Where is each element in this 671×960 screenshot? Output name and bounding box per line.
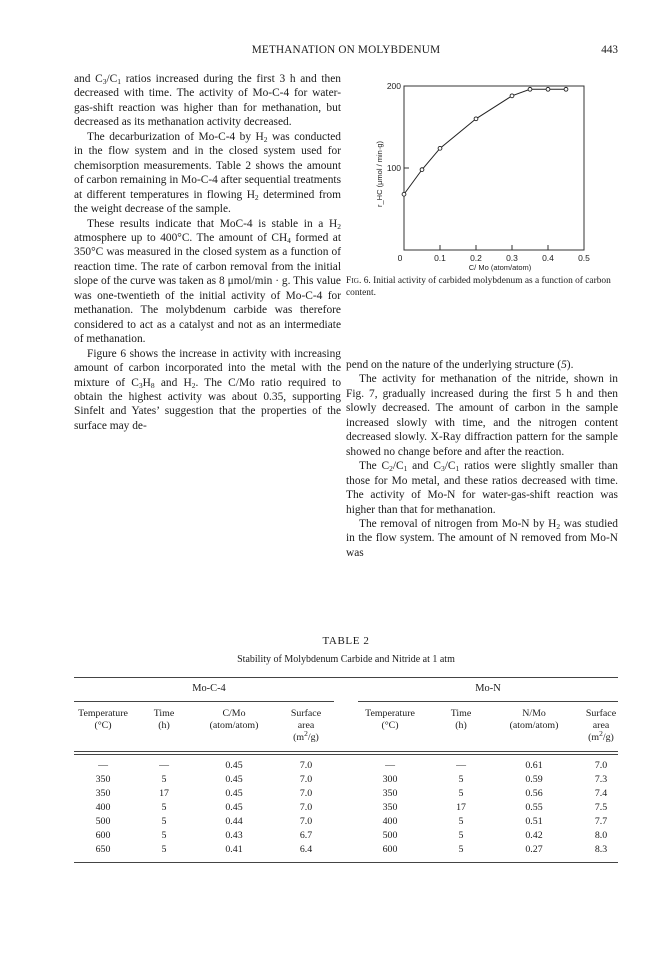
table-cell: 0.43 [225,830,243,841]
table-cell: 17 [159,788,169,799]
table-cell: 0.56 [525,788,543,799]
group-header-carbide: Mo-C-4 [192,683,226,694]
table-cell: 350 [95,788,111,799]
table-cell: 6.4 [299,844,313,855]
table-bottom-rule [74,862,618,863]
plot-frame [404,86,584,250]
table-cell: 5 [161,816,167,827]
column-header: Surface area $(m^2/g)$ [290,708,322,743]
table-cell: 0.45 [225,760,243,771]
table-cell: 0.41 [225,844,243,855]
table-cell: 5 [161,802,167,813]
table-cell: 350 [382,802,398,813]
table-header-rule [74,751,618,755]
data-point [546,87,550,91]
table-cell: 7.3 [594,774,608,785]
y-axis-label: r_HC (μmol / min·g) [375,141,384,207]
x-tick-label: 0.4 [542,253,554,263]
table-cell: 7.0 [299,816,313,827]
table-cell: 7.4 [594,788,608,799]
paragraph: The $C_2/C_1$ and $C_3/C_1$ ratios were slightly smaller than those for Mo metal, and these ratios decreased with time. The activity of Mo-N for water-gas-shift reaction was higher than that for methanation. [346,460,618,516]
table-title: TABLE 2 [322,635,370,647]
table-cell: 7.0 [299,760,313,771]
table-cell: 7.7 [594,816,608,827]
figure-6-chart [346,72,618,272]
table-cell: 7.0 [299,802,313,813]
x-tick-label: 0.2 [470,253,482,263]
table-cell: 8.3 [594,844,608,855]
table-cell: 7.0 [299,788,313,799]
table-cell: 7.0 [594,760,608,771]
data-point [510,94,514,98]
x-tick-label: 0.5 [578,253,590,263]
group-rule-left [74,701,334,702]
table-cell: 5 [161,774,167,785]
table-cell: 400 [382,816,398,827]
x-tick-label: 0.1 [434,253,446,263]
y-tick-label: 200 [386,81,401,91]
figure-6-caption: FIG. 6. Initial activity of carbided molybdenum as a function of carbon content. [346,276,611,298]
paragraph: The decarburization of Mo-C-4 by $H_2$ was conducted in the flow system and in the closed system used for chemisorption measurements. Table 2 shows the amount of carbon remaining in Mo-C-4 after sequential treatments at different temperatures in flowing $H_2$ determined from the weight decrease of the sample. [74,130,342,216]
group-header-nitride: Mo-N [475,683,501,694]
table-cell: 5 [161,844,167,855]
data-point [420,168,424,172]
paragraph: The activity for methanation of the nitride, shown in Fig. 7, gradually increased during the first 5 h and then slowly decreased. The amount of carbon in the sample increased slowly with time, and the nitrogen content decreased slowly. X-Ray diffraction pattern for the sample showed no change before and after the reaction. [346,373,618,458]
paragraph: pend on the nature of the underlying structure (5). [346,359,574,371]
data-point [528,87,532,91]
table-cell: 0.61 [525,760,543,771]
table-cell: 650 [95,844,111,855]
paragraph: These results indicate that MoC-4 is stable in a $H_2$ atmosphere up to 400°C. The amount of $CH_4$ formed at 350°C was measured in the closed system as a function of reaction time. The rate of carbon removal from the initial slope of the curve was taken as 8 μmol/min · g. This value was one-twentieth of the initial activity of Mo-C-4 for methanation. The molybdenum carbide was therefore considered to act as a catalyst and not as an intermediate of methanation. [74,217,341,346]
table-cell: 8.0 [594,830,608,841]
table-cell: — [159,760,169,771]
table-caption: Stability of Molybdenum Carbide and Nitride at 1 atm [237,654,455,665]
table-cell: 600 [95,830,111,841]
x-tick-label: 0 [397,253,403,263]
table-cell: 0.45 [225,788,243,799]
paragraph: Figure 6 shows the increase in activity with increasing amount of carbon incorporated into the metal with the mixture of $C_3H_8$ and $H_2$. The C/Mo ratio required to obtain the highest activity was about 0.35, supporting Sinfelt and Yates’ suggestion that the properties of the surface may de- [74,347,342,432]
table-cell: 6.7 [299,830,313,841]
page-number: 443 [601,44,618,56]
table-cell: 5 [161,830,167,841]
column-header: N/Mo (atom/atom) [509,708,559,731]
table-cell: — [98,760,108,771]
right-text-column [346,358,618,560]
running-header [74,44,618,58]
table-cell: 5 [458,830,464,841]
table-cell: 0.44 [225,816,243,827]
table-cell: 5 [458,788,464,799]
data-point [438,146,442,150]
group-rule-right [358,701,618,702]
column-header: Surface area $(m^2/g)$ [585,708,617,743]
table-cell: 500 [382,830,398,841]
x-tick-label: 0.3 [506,253,518,263]
table-cell: 300 [382,774,398,785]
data-point [564,87,568,91]
table-cell: 0.42 [525,830,543,841]
data-point [402,192,406,196]
left-text-column [74,72,341,433]
table-cell: 5 [458,844,464,855]
table-cell: 5 [458,816,464,827]
running-title: METHANATION ON MOLYBDENUM [251,44,441,56]
table-cell: 0.45 [225,802,243,813]
column-header: Time (h) [450,708,472,731]
table-cell: — [385,760,395,771]
table-cell: 500 [95,816,111,827]
table-cell: 5 [458,774,464,785]
table-cell: 0.59 [525,774,543,785]
paragraph: and $C_3/C_1$ ratios increased during the first 3 h and then decreased with time. The activity of Mo-C-4 for water-gas-shift reaction was higher than for methanation, but decreased as its methanation activity decreased. [74,73,341,129]
x-axis-label: C/ Mo (atom/atom) [468,263,532,272]
data-point [474,117,478,121]
column-header: Time (h) [153,708,175,731]
table-cell: 400 [95,802,111,813]
table-top-rule [74,677,618,678]
table-cell: 7.5 [594,802,608,813]
column-header: Temperature (°C) [365,708,415,731]
column-header: Temperature (°C) [78,708,128,731]
table-cell: 350 [382,788,398,799]
figure-6 [346,72,618,302]
y-tick-label: 100 [386,163,401,173]
table-cell: 17 [456,802,466,813]
table-cell: 0.45 [225,774,243,785]
paragraph: The removal of nitrogen from Mo-N by $H_2$ was studied in the flow system. The amount of N removed from Mo-N was [346,517,618,559]
table-cell: 0.51 [525,816,543,827]
table-cell: 350 [95,774,111,785]
table-cell: 600 [382,844,398,855]
table-cell: 0.27 [525,844,543,855]
column-header: C/Mo (atom/atom) [209,708,259,731]
data-line [404,89,566,194]
table-cell: 0.55 [525,802,543,813]
table-cell: — [456,760,466,771]
table-cell: 7.0 [299,774,313,785]
